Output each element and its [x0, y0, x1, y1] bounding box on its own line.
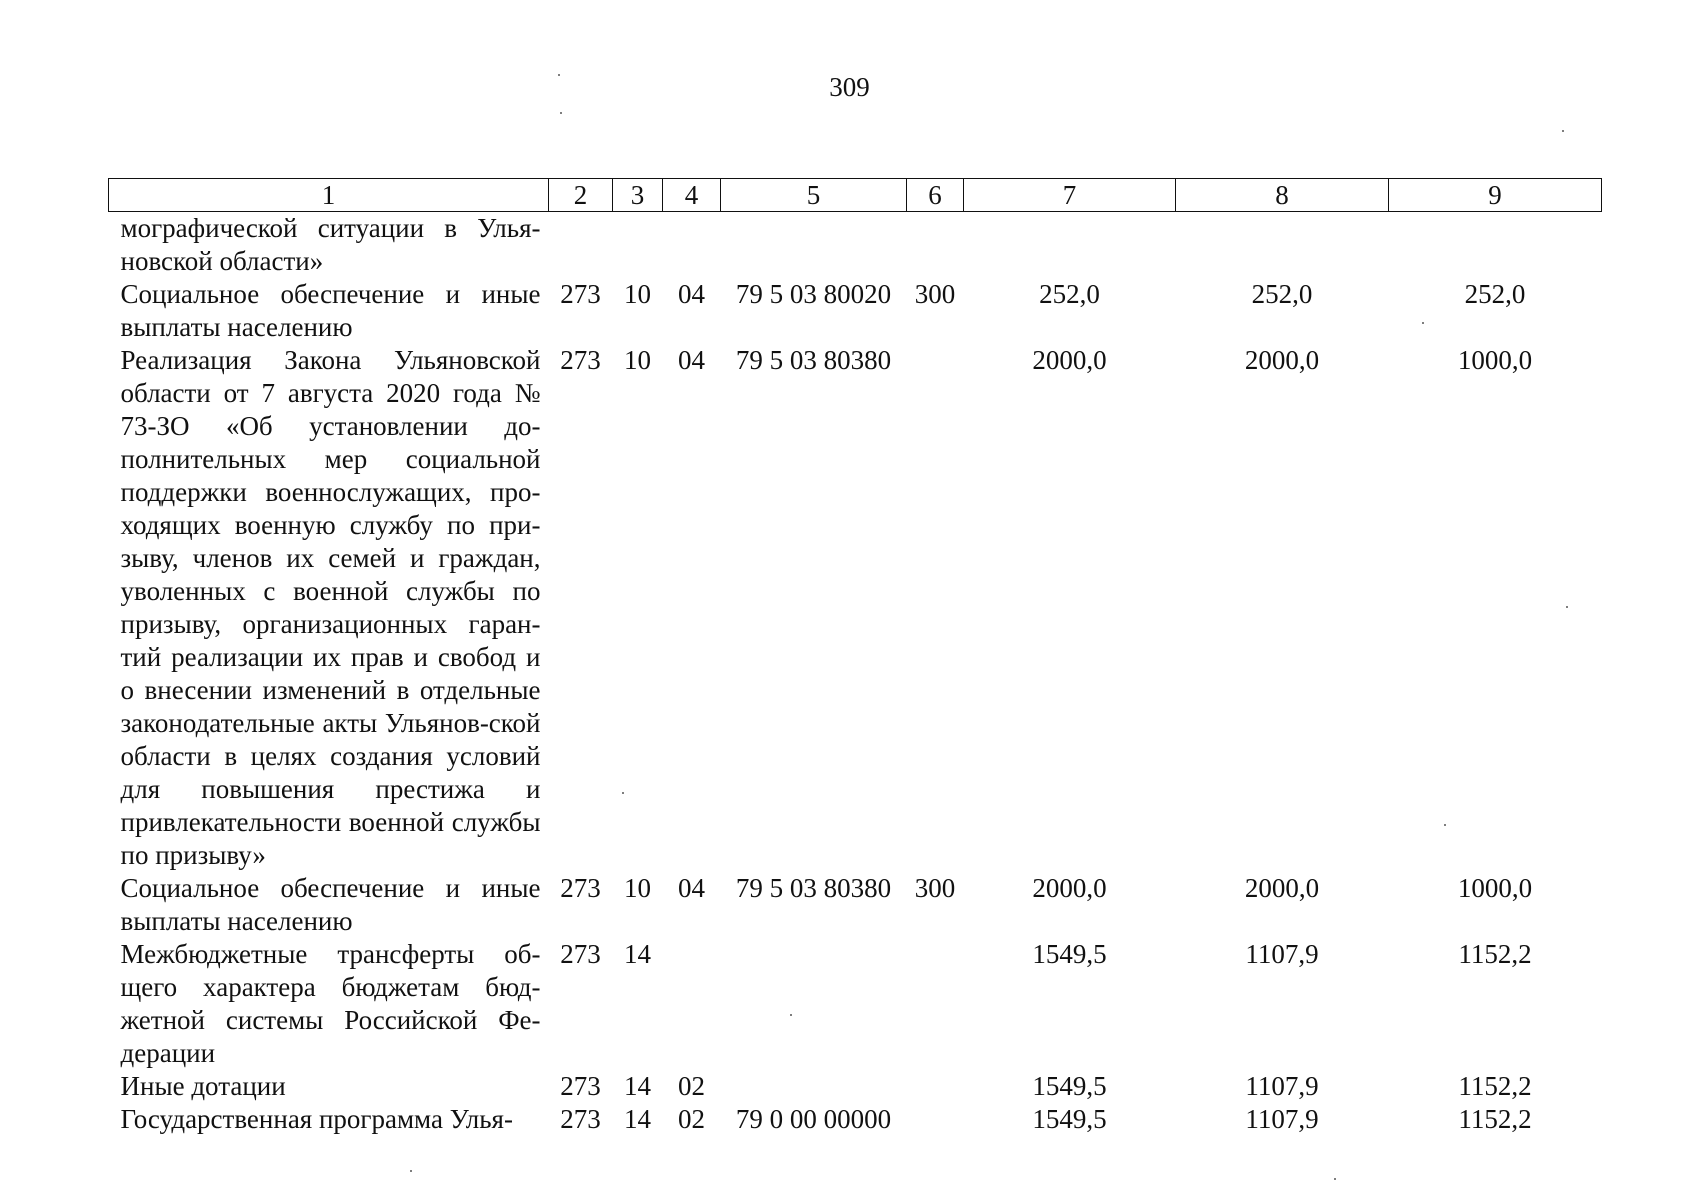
table-row — [109, 212, 1602, 279]
subsection-code — [663, 938, 721, 1070]
table-body — [109, 212, 1602, 1137]
amount-col-8: 252,0 — [1251, 279, 1313, 309]
expense-type-code — [907, 1103, 964, 1136]
admin-code: 273 — [560, 1104, 601, 1134]
section-code: 10 — [624, 279, 651, 309]
amount-col-7: 2000,0 — [1032, 873, 1107, 903]
amount-col-9: 1152,2 — [1458, 939, 1532, 969]
section-code: 14 — [624, 1071, 651, 1101]
amount-col-9: 1000,0 — [1457, 873, 1533, 903]
subsection-code: 04 — [678, 345, 705, 375]
row-name: Иные дотации — [120, 1071, 286, 1101]
column-header-8: 8 — [1176, 179, 1389, 212]
table-row — [109, 938, 1602, 1070]
amount-col-8: 1107,9 — [1245, 1071, 1319, 1101]
amount-col-7: 1549,5 — [1032, 939, 1107, 969]
table-row — [109, 1070, 1602, 1103]
expense-type-code — [907, 344, 964, 872]
column-header-5: 5 — [721, 179, 907, 212]
amount-col-9: 252,0 — [1464, 279, 1526, 309]
scan-speck — [1422, 322, 1424, 324]
subsection-code: 04 — [678, 279, 705, 309]
scan-speck — [622, 792, 624, 794]
scan-speck — [1334, 1178, 1336, 1180]
admin-code — [549, 212, 613, 279]
section-code: 10 — [624, 345, 651, 375]
subsection-code — [663, 212, 721, 279]
row-name: Межбюджетные трансферты об-щего характера бюджетам бюд-жетной системы Российской Фе-дерации — [120, 939, 541, 1068]
scan-speck — [1444, 824, 1446, 826]
row-name: Реализация Закона Ульяновской области от 7 августа 2020 года № 73-ЗО «Об установлении до-полнительных мер социальной поддержки военнослужащих, про-ходящих военную службу по при-зыву, членов их семей и граждан, уволенных с военной службы по призыву, организационных гаран-тий реализации их прав и свобод и о внесении изменений в отдельные законодательные акты Ульянов-ской области в целях создания условий для повышения престижа и привлекательности военной службы по призыву» — [120, 345, 541, 870]
scan-speck — [558, 74, 560, 76]
target-article-code — [721, 1070, 907, 1103]
row-name: Социальное обеспечение и иные выплаты населению — [120, 279, 541, 342]
table-row — [109, 344, 1602, 872]
subsection-code: 04 — [678, 873, 705, 903]
table-row — [109, 1103, 1602, 1136]
amount-col-8: 2000,0 — [1244, 873, 1320, 903]
expense-type-code — [907, 938, 964, 1070]
amount-col-9 — [1389, 212, 1602, 279]
admin-code: 273 — [560, 939, 601, 969]
admin-code: 273 — [560, 279, 601, 309]
scan-speck — [410, 1170, 412, 1172]
budget-table — [108, 178, 1602, 1136]
target-article-code — [721, 938, 907, 1070]
amount-col-8 — [1176, 212, 1389, 279]
table-row — [109, 278, 1602, 344]
column-header-3: 3 — [613, 179, 663, 212]
section-code: 14 — [624, 939, 651, 969]
header-row — [109, 179, 1602, 212]
expense-type-code: 300 — [914, 279, 956, 309]
row-name: Государственная программа Улья- — [120, 1104, 513, 1134]
amount-col-7: 2000,0 — [1032, 345, 1107, 375]
scan-speck — [1562, 130, 1564, 132]
amount-col-8: 1107,9 — [1245, 939, 1319, 969]
expense-type-code — [907, 212, 964, 279]
section-code: 14 — [624, 1104, 651, 1134]
admin-code: 273 — [560, 1071, 601, 1101]
amount-col-7: 1549,5 — [1032, 1071, 1107, 1101]
expense-type-code: 300 — [914, 873, 956, 903]
subsection-code: 02 — [678, 1071, 705, 1101]
amount-col-9: 1152,2 — [1458, 1104, 1532, 1134]
amount-col-9: 1000,0 — [1457, 345, 1533, 375]
row-name: мографической ситуации в Улья-новской области» — [120, 213, 541, 276]
target-article-code: 79 5 03 80380 — [735, 873, 892, 903]
column-header-1: 1 — [109, 179, 549, 212]
table-row — [109, 872, 1602, 938]
target-article-code — [721, 212, 907, 279]
scan-speck — [560, 112, 562, 114]
section-code — [613, 212, 663, 279]
amount-col-7 — [964, 212, 1176, 279]
admin-code: 273 — [560, 873, 601, 903]
target-article-code: 79 5 03 80020 — [735, 279, 892, 309]
target-article-code: 79 0 00 00000 — [735, 1104, 892, 1134]
amount-col-9: 1152,2 — [1458, 1071, 1532, 1101]
expense-type-code — [907, 1070, 964, 1103]
column-header-2: 2 — [549, 179, 613, 212]
amount-col-7: 252,0 — [1039, 279, 1100, 309]
scan-speck — [790, 1014, 792, 1016]
column-header-7: 7 — [964, 179, 1176, 212]
row-name: Социальное обеспечение и иные выплаты населению — [120, 873, 541, 936]
amount-col-7: 1549,5 — [1032, 1104, 1107, 1134]
column-header-6: 6 — [907, 179, 964, 212]
admin-code: 273 — [560, 345, 601, 375]
column-header-4: 4 — [663, 179, 721, 212]
amount-col-8: 1107,9 — [1245, 1104, 1319, 1134]
amount-col-8: 2000,0 — [1244, 345, 1320, 375]
column-header-9: 9 — [1389, 179, 1602, 212]
page-number: 309 — [829, 72, 870, 102]
subsection-code: 02 — [678, 1104, 705, 1134]
scan-speck — [1566, 606, 1568, 608]
section-code: 10 — [624, 873, 651, 903]
target-article-code: 79 5 03 80380 — [735, 345, 892, 375]
